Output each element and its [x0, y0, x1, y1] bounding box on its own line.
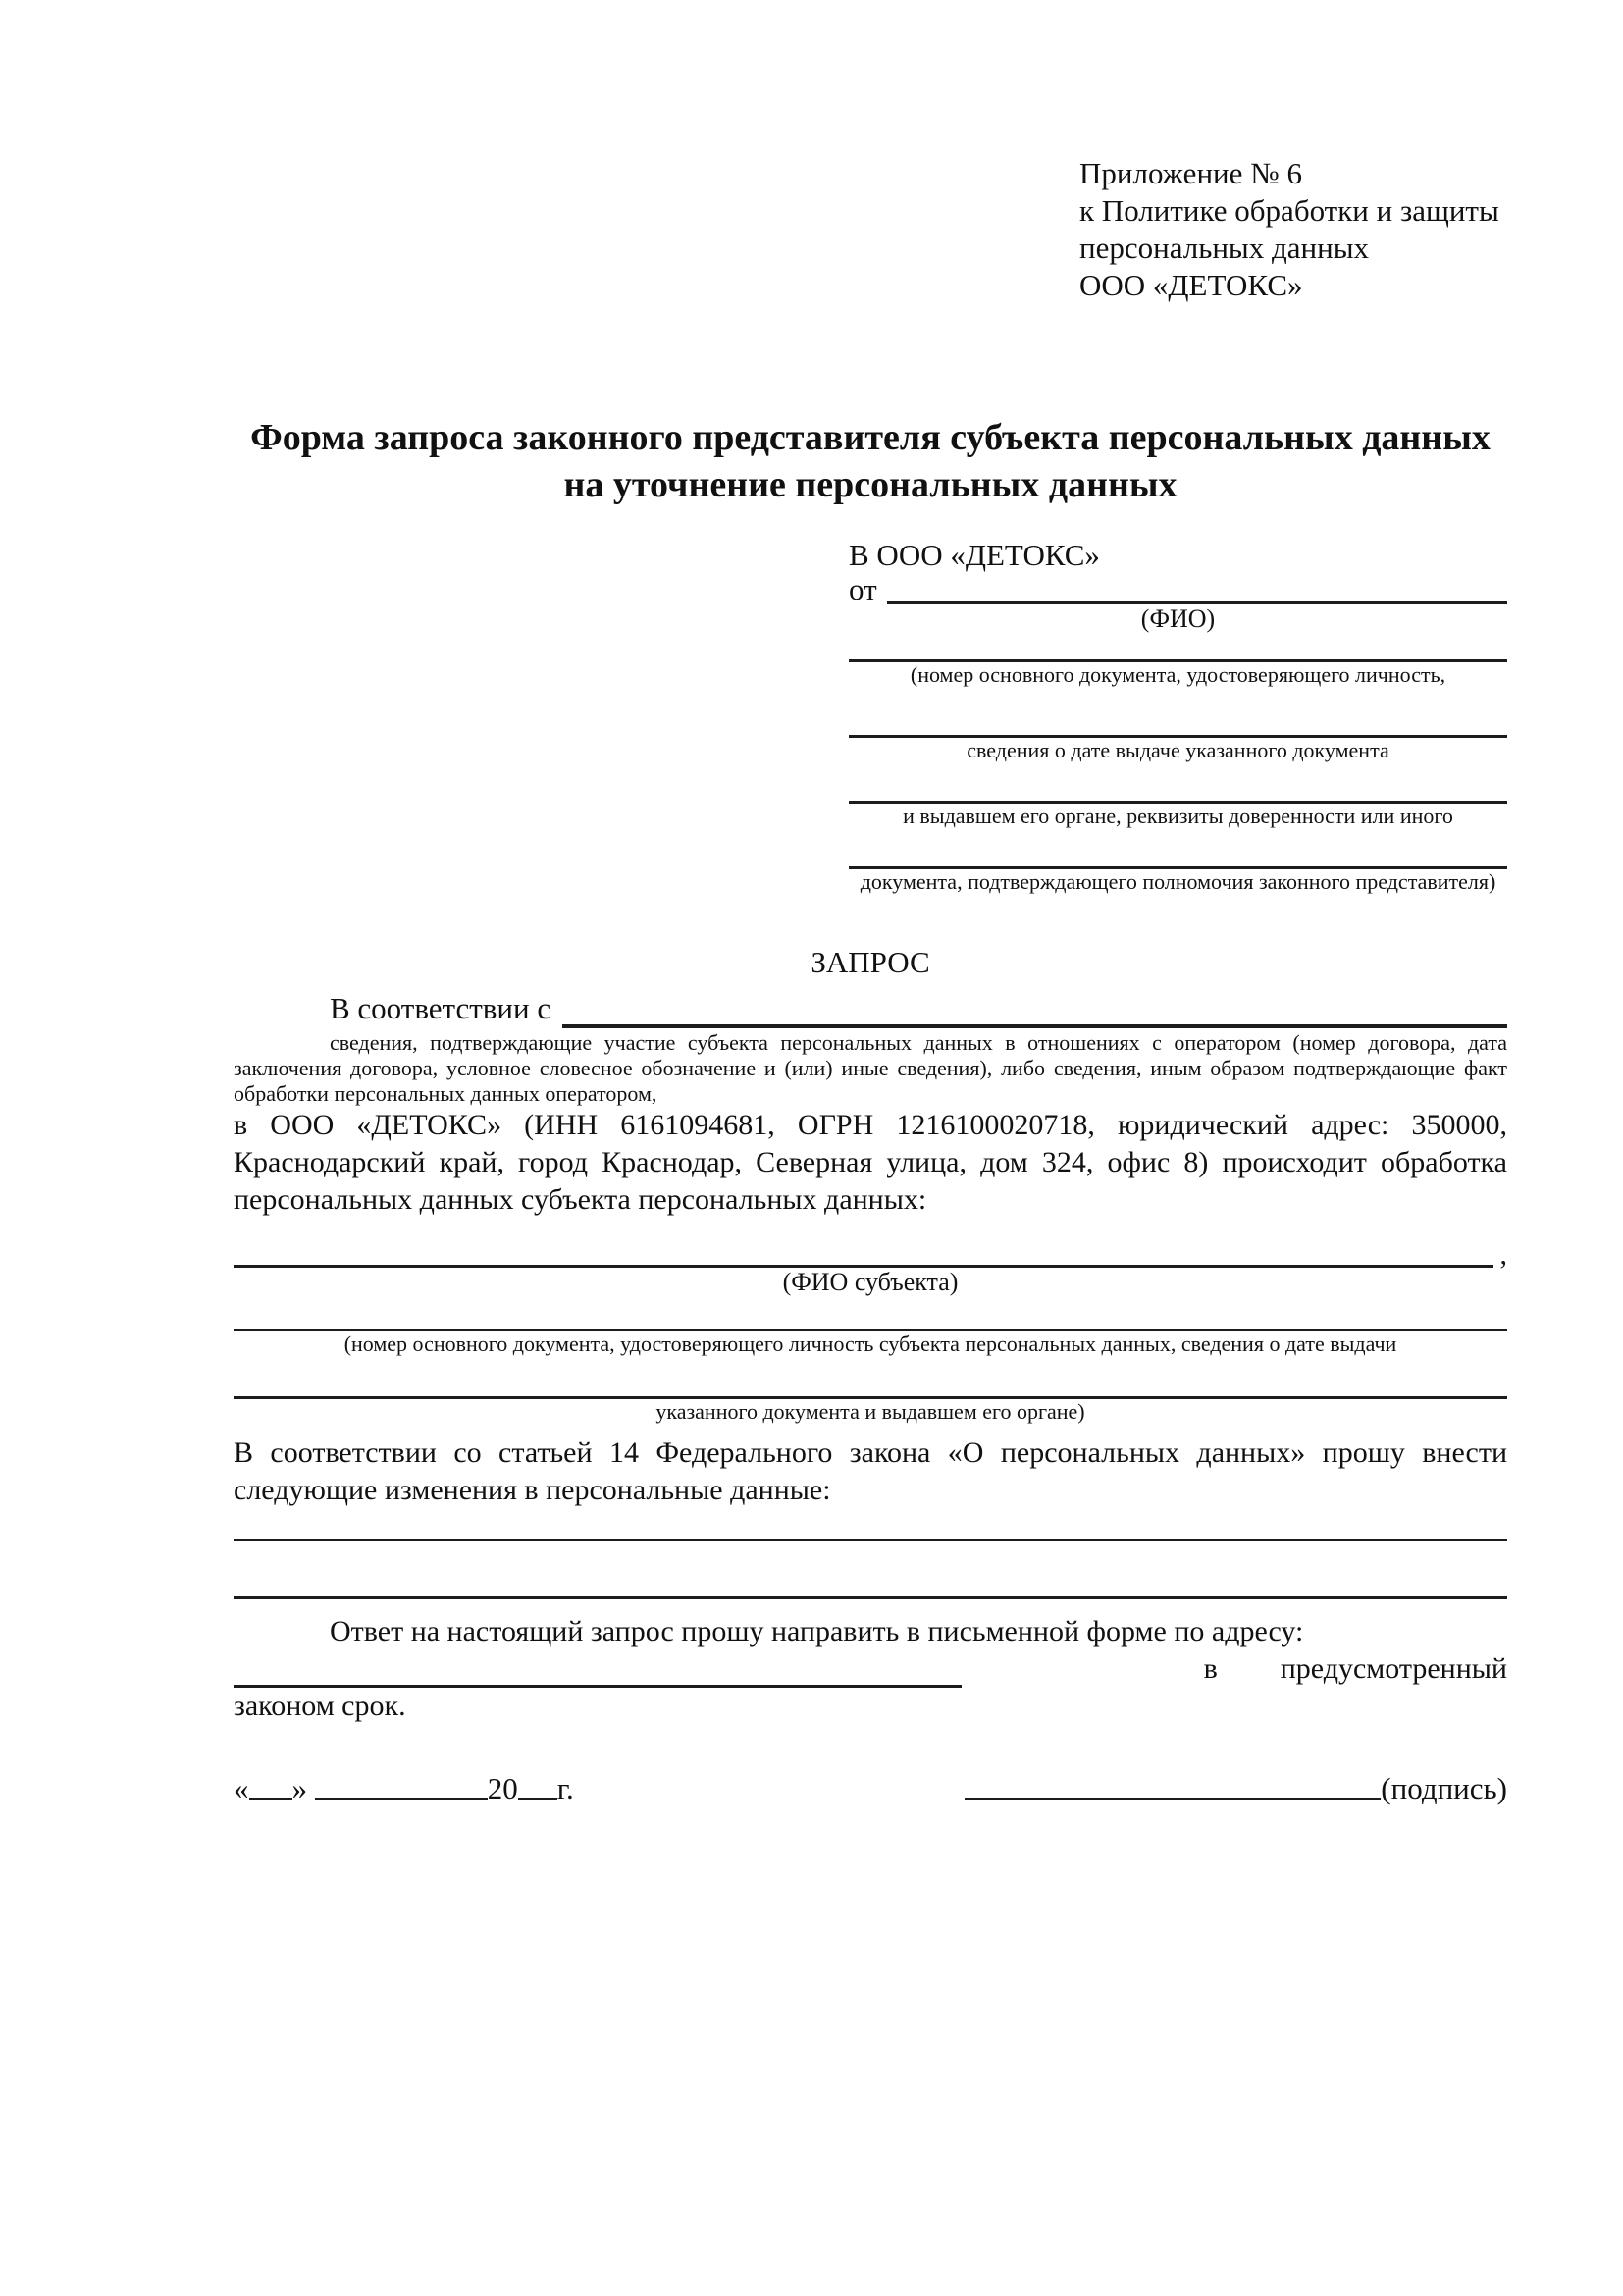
answer-word: предусмотренный	[1280, 1652, 1507, 1685]
addressee-to: В ООО «ДЕТОКС»	[849, 538, 1100, 572]
operator-paragraph: в ООО «ДЕТОКС» (ИНН 6161094681, ОГРН 1216100020718, юридический адрес: 350000, Краснодарский край, город Краснодар, Северная улица, дом 324, офис 8) происходит обработка персональных данных субъекта персональных данных:	[234, 1109, 1507, 1216]
date-field	[234, 1770, 574, 1807]
subject-fio-trailing-comma: ,	[1499, 1238, 1507, 1271]
quote-close: »	[291, 1771, 307, 1805]
addressee-block	[849, 536, 1507, 895]
subject-fio-blank-line	[234, 1239, 1493, 1268]
intro-label: В соответствии с	[330, 991, 551, 1025]
signature-blank-line	[965, 1772, 1381, 1800]
date-year-blank	[518, 1772, 557, 1800]
answer-end: законом срок.	[234, 1690, 406, 1722]
subject-doc-caption: (номер основного документа, удостоверяющего личность субъекта персональных данных, сведения о дате выдачи	[343, 1331, 1397, 1356]
blank-line	[849, 688, 1507, 738]
appendix-header-line: Приложение № 6	[1079, 156, 1302, 190]
quote-open: «	[234, 1771, 249, 1805]
signature-caption: (подпись)	[1381, 1771, 1507, 1805]
address-row	[234, 1650, 1507, 1688]
date-day-blank	[249, 1772, 292, 1800]
year-prefix: 20	[487, 1771, 518, 1805]
appendix-header-line: к Политике обработки и защиты	[1079, 193, 1499, 228]
blank-line	[849, 763, 1507, 804]
date-month-blank	[315, 1772, 488, 1800]
blank-line	[849, 634, 1507, 662]
blank-caption: сведения о дате выдаче указанного документа	[967, 738, 1389, 762]
request-heading: ЗАПРОС	[811, 945, 930, 979]
signature-field	[965, 1770, 1507, 1807]
blank-line	[234, 1541, 1507, 1599]
law-paragraph: В соответствии со статьей 14 Федерального закона «О персональных данных» прошу внести следующие изменения в персональные данные:	[234, 1436, 1507, 1506]
fio-caption: (ФИО)	[1140, 604, 1216, 633]
from-row	[849, 572, 1507, 606]
blank-caption: (номер основного документа, удостоверяющего личность,	[910, 662, 1446, 687]
intro-row	[234, 989, 1507, 1028]
subject-fio-caption: (ФИО субъекта)	[782, 1268, 959, 1296]
intro-blank-line	[562, 991, 1507, 1028]
blank-caption: и выдавшем его органе, реквизиты доверенности или иного	[903, 804, 1453, 828]
answer-continuation	[962, 1650, 1507, 1688]
appendix-header-line: ООО «ДЕТОКС»	[1079, 268, 1303, 302]
blank-line	[849, 829, 1507, 869]
blank-caption: документа, подтверждающего полномочия законного представителя)	[860, 869, 1496, 894]
subject-fio-row	[234, 1238, 1507, 1271]
from-label: от	[849, 572, 877, 606]
blank-line	[234, 1297, 1507, 1331]
form-title: Форма запроса законного представителя субъекта персональных данных на уточнение персональных данных	[250, 417, 1491, 505]
footnote-text: сведения, подтверждающие участие субъекта персональных данных в отношениях с оператором (номер договора, дата заключения договора, условное словесное обозначение и (или) иные сведения), либо сведения, иным образом подтверждающие факт обработки персональных данных оператором,	[234, 1030, 1507, 1106]
date-signature-row	[234, 1770, 1507, 1807]
answer-word: в	[1203, 1652, 1218, 1685]
year-suffix: г.	[556, 1771, 574, 1805]
blank-line	[234, 1357, 1507, 1399]
appendix-header-line: персональных данных	[1079, 231, 1370, 265]
appendix-header	[1079, 155, 1499, 304]
answer-paragraph: Ответ на настоящий запрос прошу направить в письменной форме по адресу:	[330, 1615, 1304, 1647]
blank-line	[234, 1509, 1507, 1541]
subject-doc-caption: указанного документа и выдавшем его органе)	[655, 1399, 1085, 1424]
address-blank-line	[234, 1655, 962, 1688]
from-blank-line	[887, 576, 1507, 604]
